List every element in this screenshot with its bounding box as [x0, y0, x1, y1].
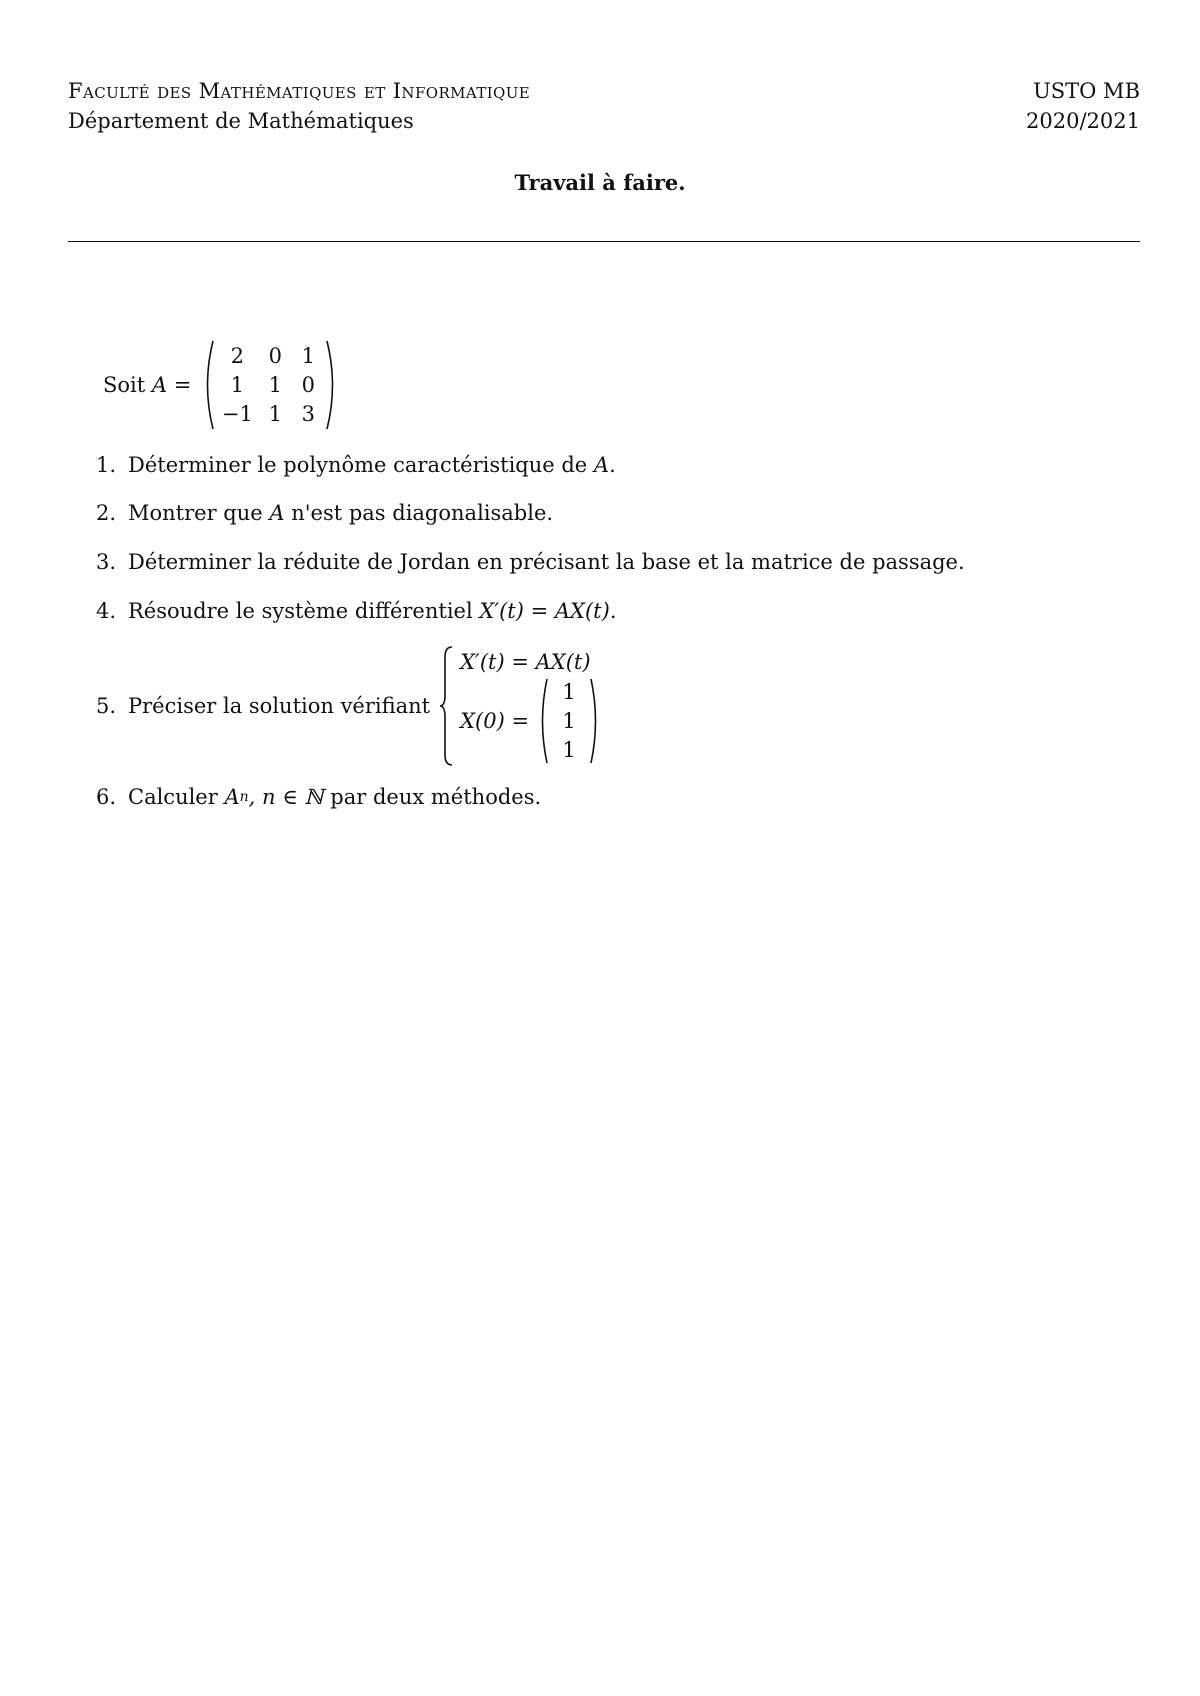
- item-text: Déterminer le polynôme caractéristique de: [128, 453, 594, 477]
- faculty-name: Faculté des Mathématiques et Informatique: [68, 79, 531, 103]
- item-math: A: [593, 453, 610, 477]
- initial-condition: [460, 677, 601, 765]
- item-number: 6.: [96, 785, 117, 809]
- list-item: [96, 599, 617, 623]
- item-math-rest: , n ∈ ℕ: [248, 785, 324, 809]
- item-number: 4.: [96, 599, 117, 623]
- left-paren-icon: [201, 339, 215, 431]
- matrix-cell: −1: [221, 402, 253, 426]
- initial-vector: [537, 677, 601, 765]
- item-math: X′(t) = AX(t): [479, 599, 610, 623]
- matrix-cell: 0: [268, 344, 283, 368]
- academic-year: 2020/2021: [1026, 109, 1140, 133]
- matrix-cell: 0: [301, 373, 316, 397]
- item-number: 5.: [96, 694, 117, 718]
- horizontal-rule: [68, 241, 1140, 242]
- list-item: [96, 550, 965, 574]
- intro-prefix: Soit: [103, 373, 152, 397]
- item-text-after: par deux méthodes.: [323, 785, 542, 809]
- matrix-cell: 3: [301, 402, 316, 426]
- university-name: USTO MB: [1033, 79, 1140, 103]
- differential-system: [460, 647, 601, 765]
- matrix-cell: 1: [230, 373, 245, 397]
- item-math-exponent: n: [239, 789, 249, 805]
- item-math: A: [269, 501, 285, 525]
- item-math-base: A: [224, 785, 240, 809]
- department-name: Département de Mathématiques: [68, 109, 414, 133]
- left-brace-icon: [438, 645, 454, 767]
- item-text: Montrer que: [128, 501, 270, 525]
- item-text: Déterminer la réduite de Jordan en précisant la base et la matrice de passage.: [128, 550, 965, 574]
- list-item: [96, 644, 601, 768]
- matrix-a: [201, 339, 339, 431]
- item-text: Résoudre le système différentiel: [128, 599, 480, 623]
- system-equation: X′(t) = AX(t): [460, 650, 591, 674]
- vector-cell: 1: [562, 738, 576, 762]
- item-text-after: n'est pas diagonalisable.: [284, 501, 554, 525]
- equals-sign: =: [167, 373, 192, 397]
- left-paren-icon: [537, 677, 549, 765]
- item-text-after: .: [609, 453, 616, 477]
- vector-cell: 1: [562, 709, 576, 733]
- right-paren-icon: [589, 677, 601, 765]
- list-item: [96, 501, 553, 525]
- page-title: Travail à faire.: [514, 170, 686, 195]
- item-number: 2.: [96, 501, 117, 525]
- matrix-cell: 1: [268, 402, 283, 426]
- initial-condition-label: X(0) =: [460, 709, 530, 733]
- list-item: [96, 453, 616, 477]
- header-left: [68, 76, 530, 136]
- matrix-name: A: [151, 373, 168, 397]
- matrix-cell: 2: [230, 344, 245, 368]
- vector-grid: [549, 678, 589, 765]
- item-number: 3.: [96, 550, 117, 574]
- list-item: [96, 785, 541, 809]
- header-right: [1026, 76, 1140, 136]
- item-number: 1.: [96, 453, 117, 477]
- matrix-cell: 1: [268, 373, 283, 397]
- right-paren-icon: [325, 339, 339, 431]
- matrix-definition: [103, 340, 339, 430]
- matrix-cell: 1: [301, 344, 316, 368]
- item-text: Calculer: [128, 785, 225, 809]
- vector-cell: 1: [562, 680, 576, 704]
- item-text-after: .: [609, 599, 617, 623]
- item-text: Préciser la solution vérifiant: [128, 694, 431, 718]
- matrix-grid: [217, 342, 323, 429]
